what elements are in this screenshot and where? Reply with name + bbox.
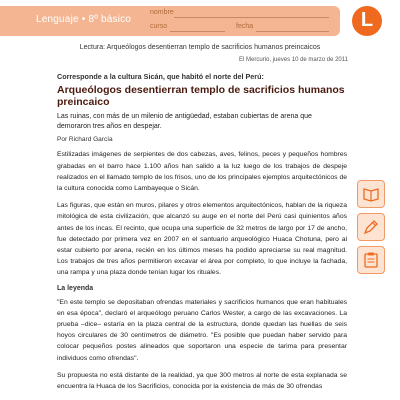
article-byline: Por Richard García (57, 136, 113, 144)
student-form (148, 6, 333, 34)
article-lead: Las ruinas, con más de un milenio de antigüedad, estaban cubiertas de arena que demoraron tres años en despejar. (57, 113, 312, 131)
reading-title: Lectura: Arqueólogos desentierran templo de sacrificios humanos preincaicos (79, 44, 321, 51)
subject-name: Lenguaje (36, 14, 79, 25)
subject-separator: • (81, 14, 89, 25)
subject-badge-letter: L (360, 9, 374, 31)
worksheet-header (0, 0, 400, 40)
article-paragraph: Su propuesta no está distante de la realidad, ya que 300 metros al norte de esta explanada se encuentra la Huaca de los Sacrificios, conocida por la existencia de más de 30 ofrendas (57, 371, 347, 391)
article-paragraph: Las figuras, que están en muros, pilares y otros elementos arquitectónicos, hablan de la riqueza mitológica de esta civilización, que alcanzó su auge en el norte del Perú casi quinientos años antes de los incas. El recinto, que ocupa una superficie de 32 metros de largo por 17 de ancho, fue detectado por primera vez en 2007 en el santuario arqueológico Huaca Chotuna, pero al estar cubierto por arena, recién en los últimos meses ha podido apreciarse su real magnitud. Los trabajos de tres años permitieron excavar el área por completo, lo que incluye la fachada, una rampa y una plaza donde tenían lugar los rituales. (57, 202, 347, 277)
course-label: curso (150, 23, 168, 30)
article-title: Arqueólogos desentierran templo de sacrificios humanos preincaico (57, 84, 345, 109)
grade-label: 8º básico (88, 14, 132, 25)
article-kicker: Corresponde a la cultura Sicán, que habitó el norte del Perú: (57, 72, 264, 81)
clipboard-icon (357, 246, 385, 274)
name-label: nombre (150, 9, 174, 16)
subject-label (36, 14, 131, 25)
article-paragraph: "En este templo se depositaban ofrendas materiales y sacrificios humanos que eran habituales en esa época", declaró el arqueólogo peruano Carlos Wester, a cargo de las excavaciones. La prueba –dice– estaría en la plaza central de la estructura, donde quedan las huellas de seis hoyos circulares de 30 centímetros de diámetro. "Es posible que puedan haber servido para colocar pequeños postes alineados que soportaron una especie de tarima para presentar individuos como ofrendas". (57, 298, 347, 362)
pencil-icon (357, 213, 385, 241)
article (57, 68, 347, 398)
dateline: El Mercurio, jueves 10 de marzo de 2011 (239, 57, 348, 63)
book-icon (357, 180, 385, 208)
course-field[interactable] (170, 31, 225, 32)
subject-badge (352, 6, 382, 36)
side-icon-column (353, 180, 387, 279)
name-field[interactable] (174, 17, 329, 18)
header-band-left (0, 6, 30, 36)
date-label: fecha (236, 23, 254, 30)
section-heading: La leyenda (57, 284, 94, 292)
date-field[interactable] (256, 31, 329, 32)
article-paragraph: Estilizadas imágenes de serpientes de dos cabezas, aves, felinos, peces y pequeños hombres grabadas en el barro hace 1.100 años han salido a la luz luego de los trabajos de despeje realizados en el llamado templo de los frisos, uno de los principales ejemplos arquitectónicos de la cultura conocida como Lambayeque o Sicán. (57, 151, 347, 193)
